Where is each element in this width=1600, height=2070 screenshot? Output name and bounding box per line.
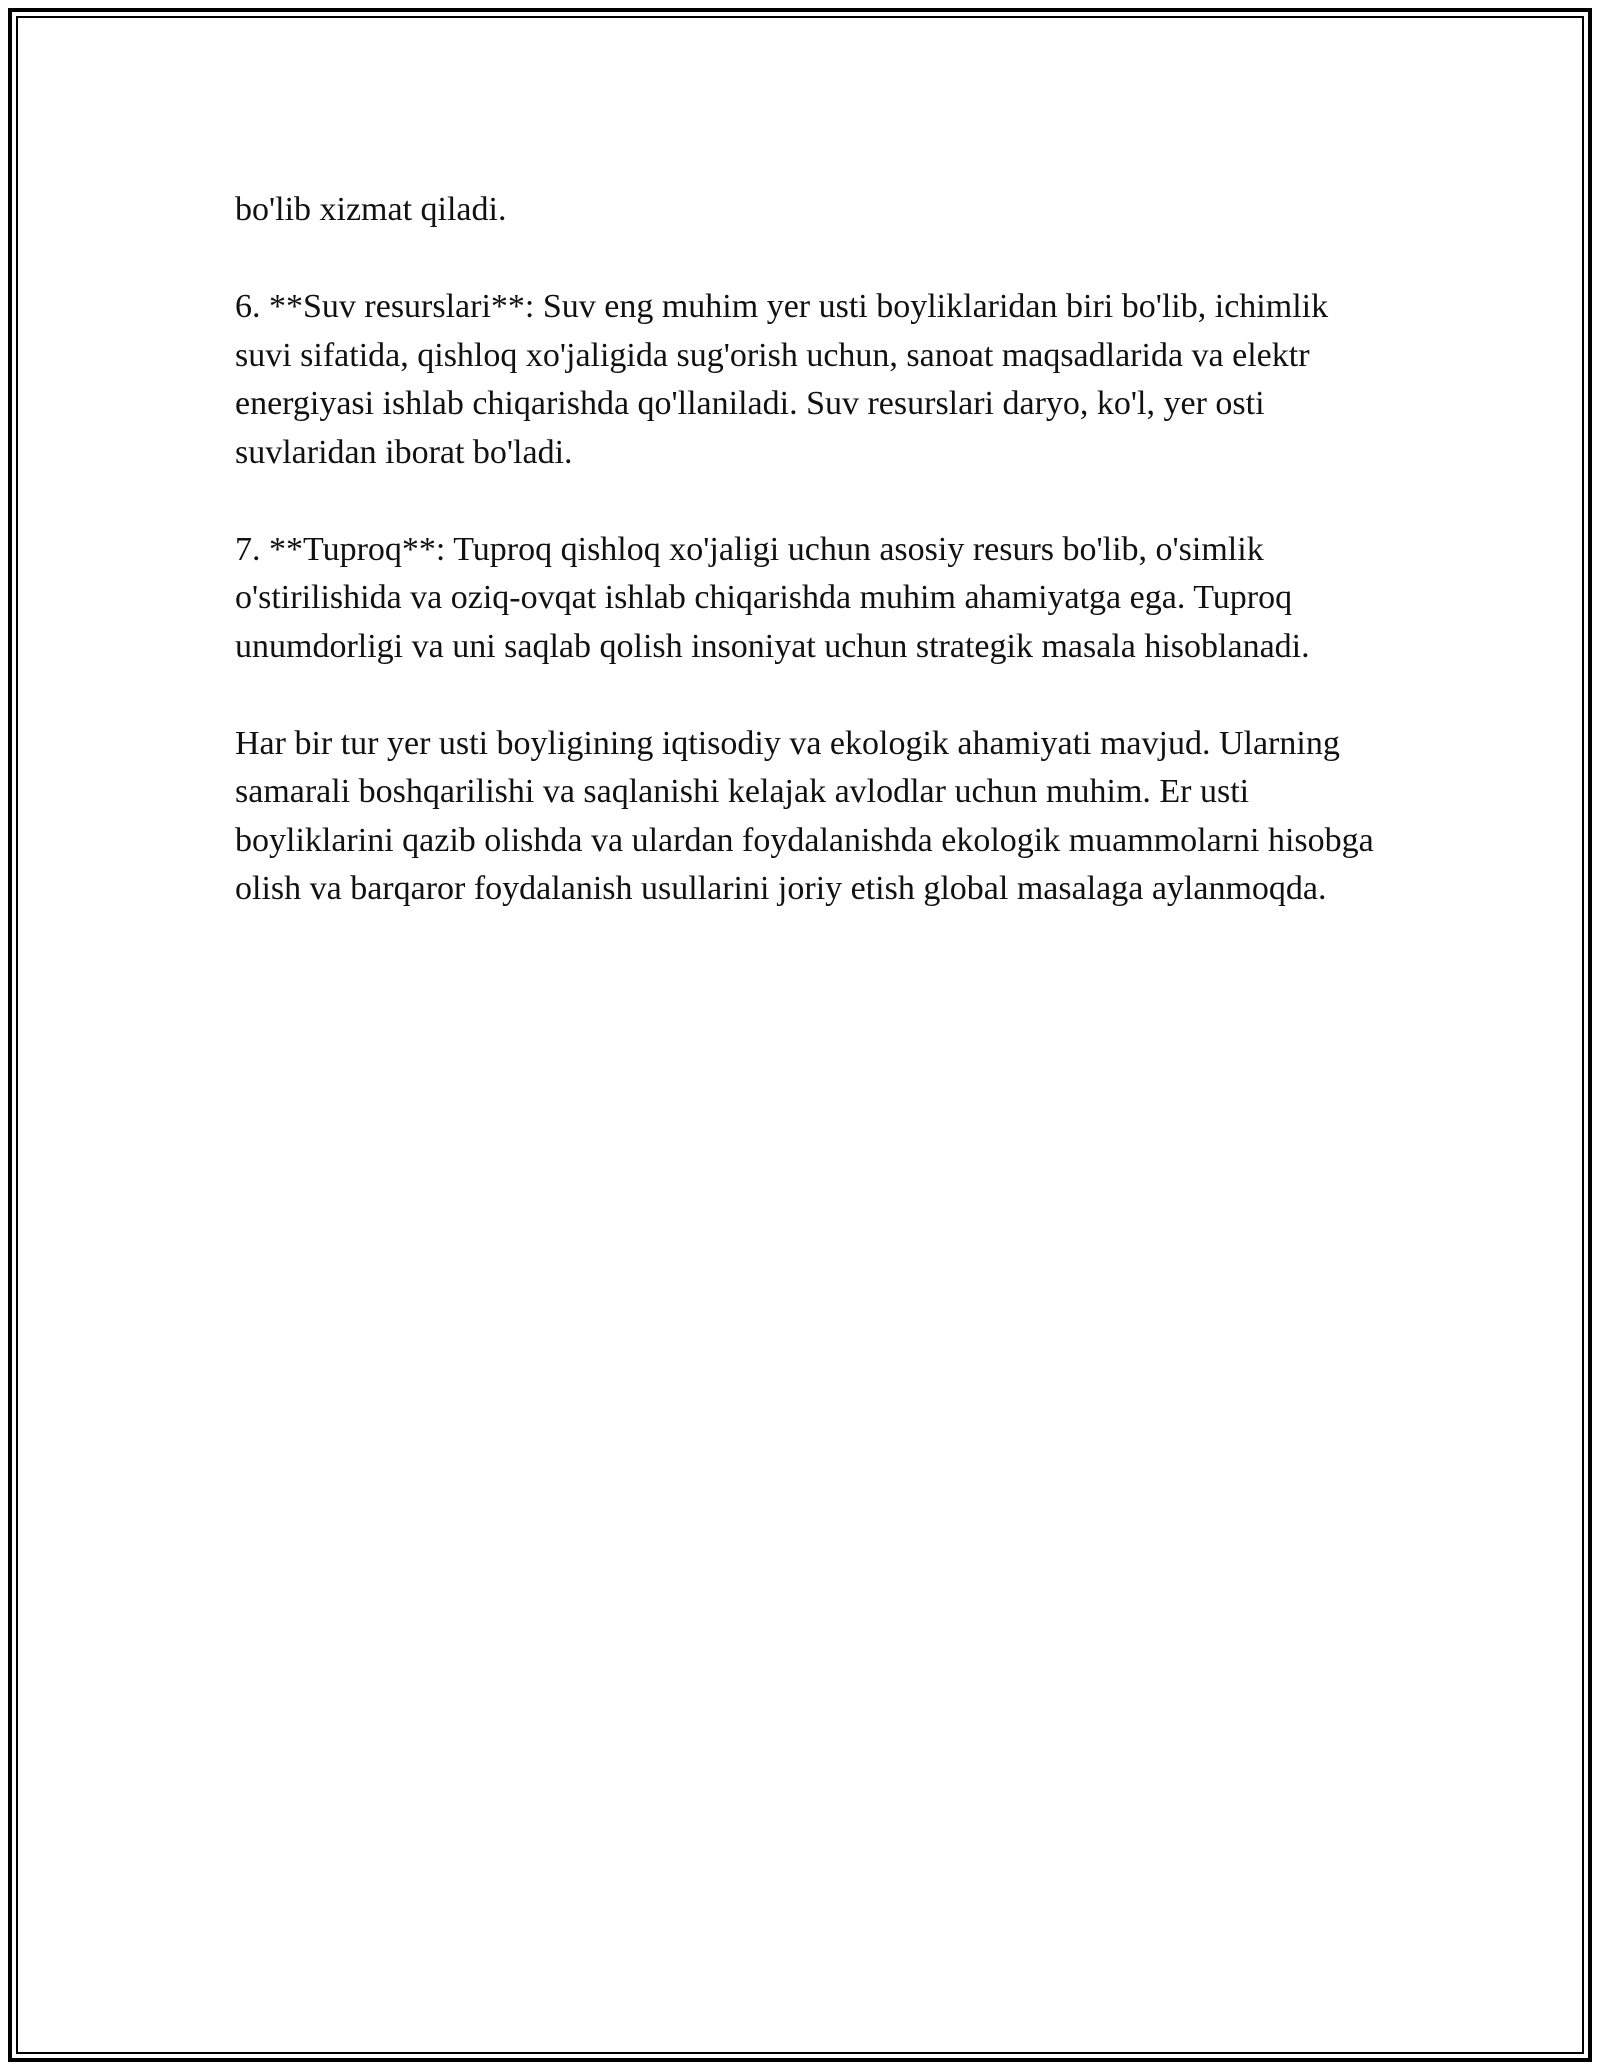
paragraph-continuation: bo'lib xizmat qiladi. [235,191,507,228]
document-body [235,186,1375,962]
paragraph-conclusion: Har bir tur yer usti boyligining iqtisodiy va ekologik ahamiyati mavjud. Ularning samarali boshqarilishi va saqlanishi kelajak avlodlar uchun muhim. Er usti boyliklarini qazib olishda va ulardan foydalanishda ekologik muammolarni hisobga olish va barqaror foydalanish usullarini joriy etish global masalaga aylanmoqda. [235,724,1374,907]
paragraph-water-resources: 6. **Suv resurslari**: Suv eng muhim yer usti boyliklaridan biri bo'lib, ichimlik suvi sifatida, qishloq xo'jaligida sug'orish uchun, sanoat maqsadlarida va elektr energiyasi ishlab chiqarishda qo'llaniladi. Suv resurslari daryo, ko'l, yer osti suvlaridan iborat bo'ladi. [235,288,1329,471]
paragraph-soil: 7. **Tuproq**: Tuproq qishloq xo'jaligi uchun asosiy resurs bo'lib, o'simlik o'stirilishida va oziq-ovqat ishlab chiqarishda muhim ahamiyatga ega. Tuproq unumdorligi va uni saqlab qolish insoniyat uchun strategik masala hisoblanadi. [235,530,1310,665]
